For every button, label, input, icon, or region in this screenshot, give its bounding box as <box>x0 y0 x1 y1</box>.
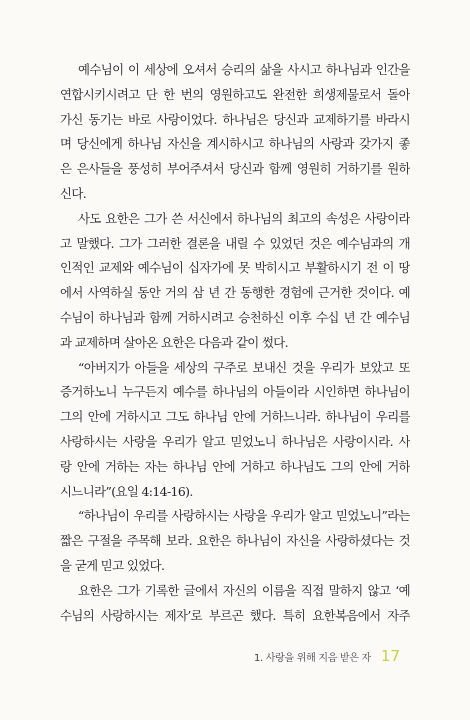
text-line: 랑 안에 거하는 자는 하나님 안에 거하고 하나님도 그의 안에 거하 <box>60 458 410 474</box>
text-line: 그의 안에 거하시고 그도 하나님 안에 거하느니라. 하나님이 우리를 <box>60 409 410 425</box>
text-line: “아버지가 아들을 세상의 구주로 보내신 것을 우리가 보았고 또 <box>78 359 410 375</box>
text-line: 에서 사역하실 동안 거의 삼 년 간 동행한 경험에 근거한 것이다. 예 <box>60 285 410 301</box>
text-line: 예수님이 이 세상에 오셔서 승리의 삶을 사시고 하나님과 인간을 <box>78 62 410 77</box>
text-line: 증거하노니 누구든지 예수를 하나님의 아들이라 시인하면 하나님이 <box>60 384 410 400</box>
page-number: 17 <box>380 647 400 665</box>
page-footer <box>254 646 400 666</box>
text-line: 을 굳게 믿고 있었다. <box>60 558 165 573</box>
text-line: “하나님이 우리를 사랑하시는 사랑을 우리가 알고 믿었노니”라는 <box>78 508 410 524</box>
running-head: 1. 사랑을 위해 지음 받은 자 <box>253 653 371 664</box>
text-line: 시느니라”(요일 4:14-16). <box>60 483 193 499</box>
text-line: 인적인 교제와 예수님이 십자가에 못 박히시고 부활하시기 전 이 땅 <box>60 260 410 276</box>
text-line: 짧은 구절을 주목해 보라. 요한은 하나님이 자신을 사랑하셨다는 것 <box>60 533 410 549</box>
text-line: 며 당신에게 하나님 자신을 계시하시고 하나님의 사랑과 갖가지 좋 <box>60 136 410 152</box>
text-line: 과 교제하며 살아온 요한은 다음과 같이 썼다. <box>60 334 289 350</box>
text-line: 가신 동기는 바로 사랑이었다. 하나님은 당신과 교제하기를 바라시 <box>60 111 410 127</box>
text-line: 수님의 사랑하시는 제자’로 부르곤 했다. 특히 요한복음에서 자주 <box>60 607 410 623</box>
text-line: 신다. <box>60 186 87 201</box>
text-line: 수님이 하나님과 함께 거하시려고 승천하신 이후 수십 년 간 예수님 <box>60 310 410 325</box>
text-line: 사도 요한은 그가 쓴 서신에서 하나님의 최고의 속성은 사랑이라 <box>78 210 410 226</box>
text-line: 고 말했다. 그가 그러한 결론을 내릴 수 있었던 것은 예수님과의 개 <box>60 235 410 251</box>
text-line: 연합시키시려고 단 한 번의 영원하고도 완전한 희생제물로서 돌아 <box>60 86 410 102</box>
text-line: 은 은사들을 풍성히 부어주셔서 당신과 함께 영원히 거하기를 원하 <box>60 161 410 177</box>
text-line: 요한은 그가 기록한 글에서 자신의 이름을 직접 말하지 않고 ‘예 <box>78 582 410 598</box>
text-line: 사랑하시는 사랑을 우리가 알고 믿었노니 하나님은 사랑이시라. 사 <box>60 434 410 449</box>
